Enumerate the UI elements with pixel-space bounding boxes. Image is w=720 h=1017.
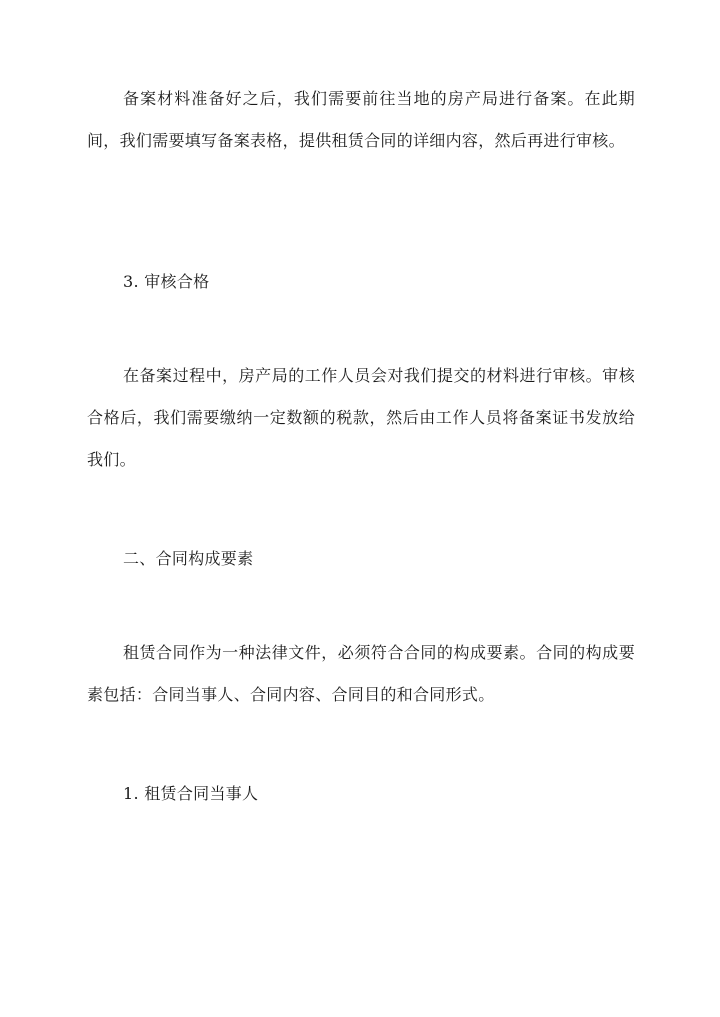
- paragraph-review-process: 在备案过程中，房产局的工作人员会对我们提交的材料进行审核。审核合格后，我们需要缴纳一定数额的税款，然后由工作人员将备案证书发放给我们。: [87, 366, 635, 469]
- paragraph-contract-elements: 租赁合同作为一种法律文件，必须符合合同的构成要素。合同的构成要素包括：合同当事人、合同内容、合同目的和合同形式。: [87, 643, 635, 704]
- paragraph-filing-process: 备案材料准备好之后，我们需要前往当地的房产局进行备案。在此期间，我们需要填写备案表格，提供租赁合同的详细内容，然后再进行审核。: [87, 89, 635, 150]
- heading-contract-elements: 二、合同构成要素: [123, 549, 254, 568]
- heading-review-approval: 3. 审核合格: [123, 272, 210, 291]
- heading-contract-parties: 1. 租赁合同当事人: [123, 784, 259, 803]
